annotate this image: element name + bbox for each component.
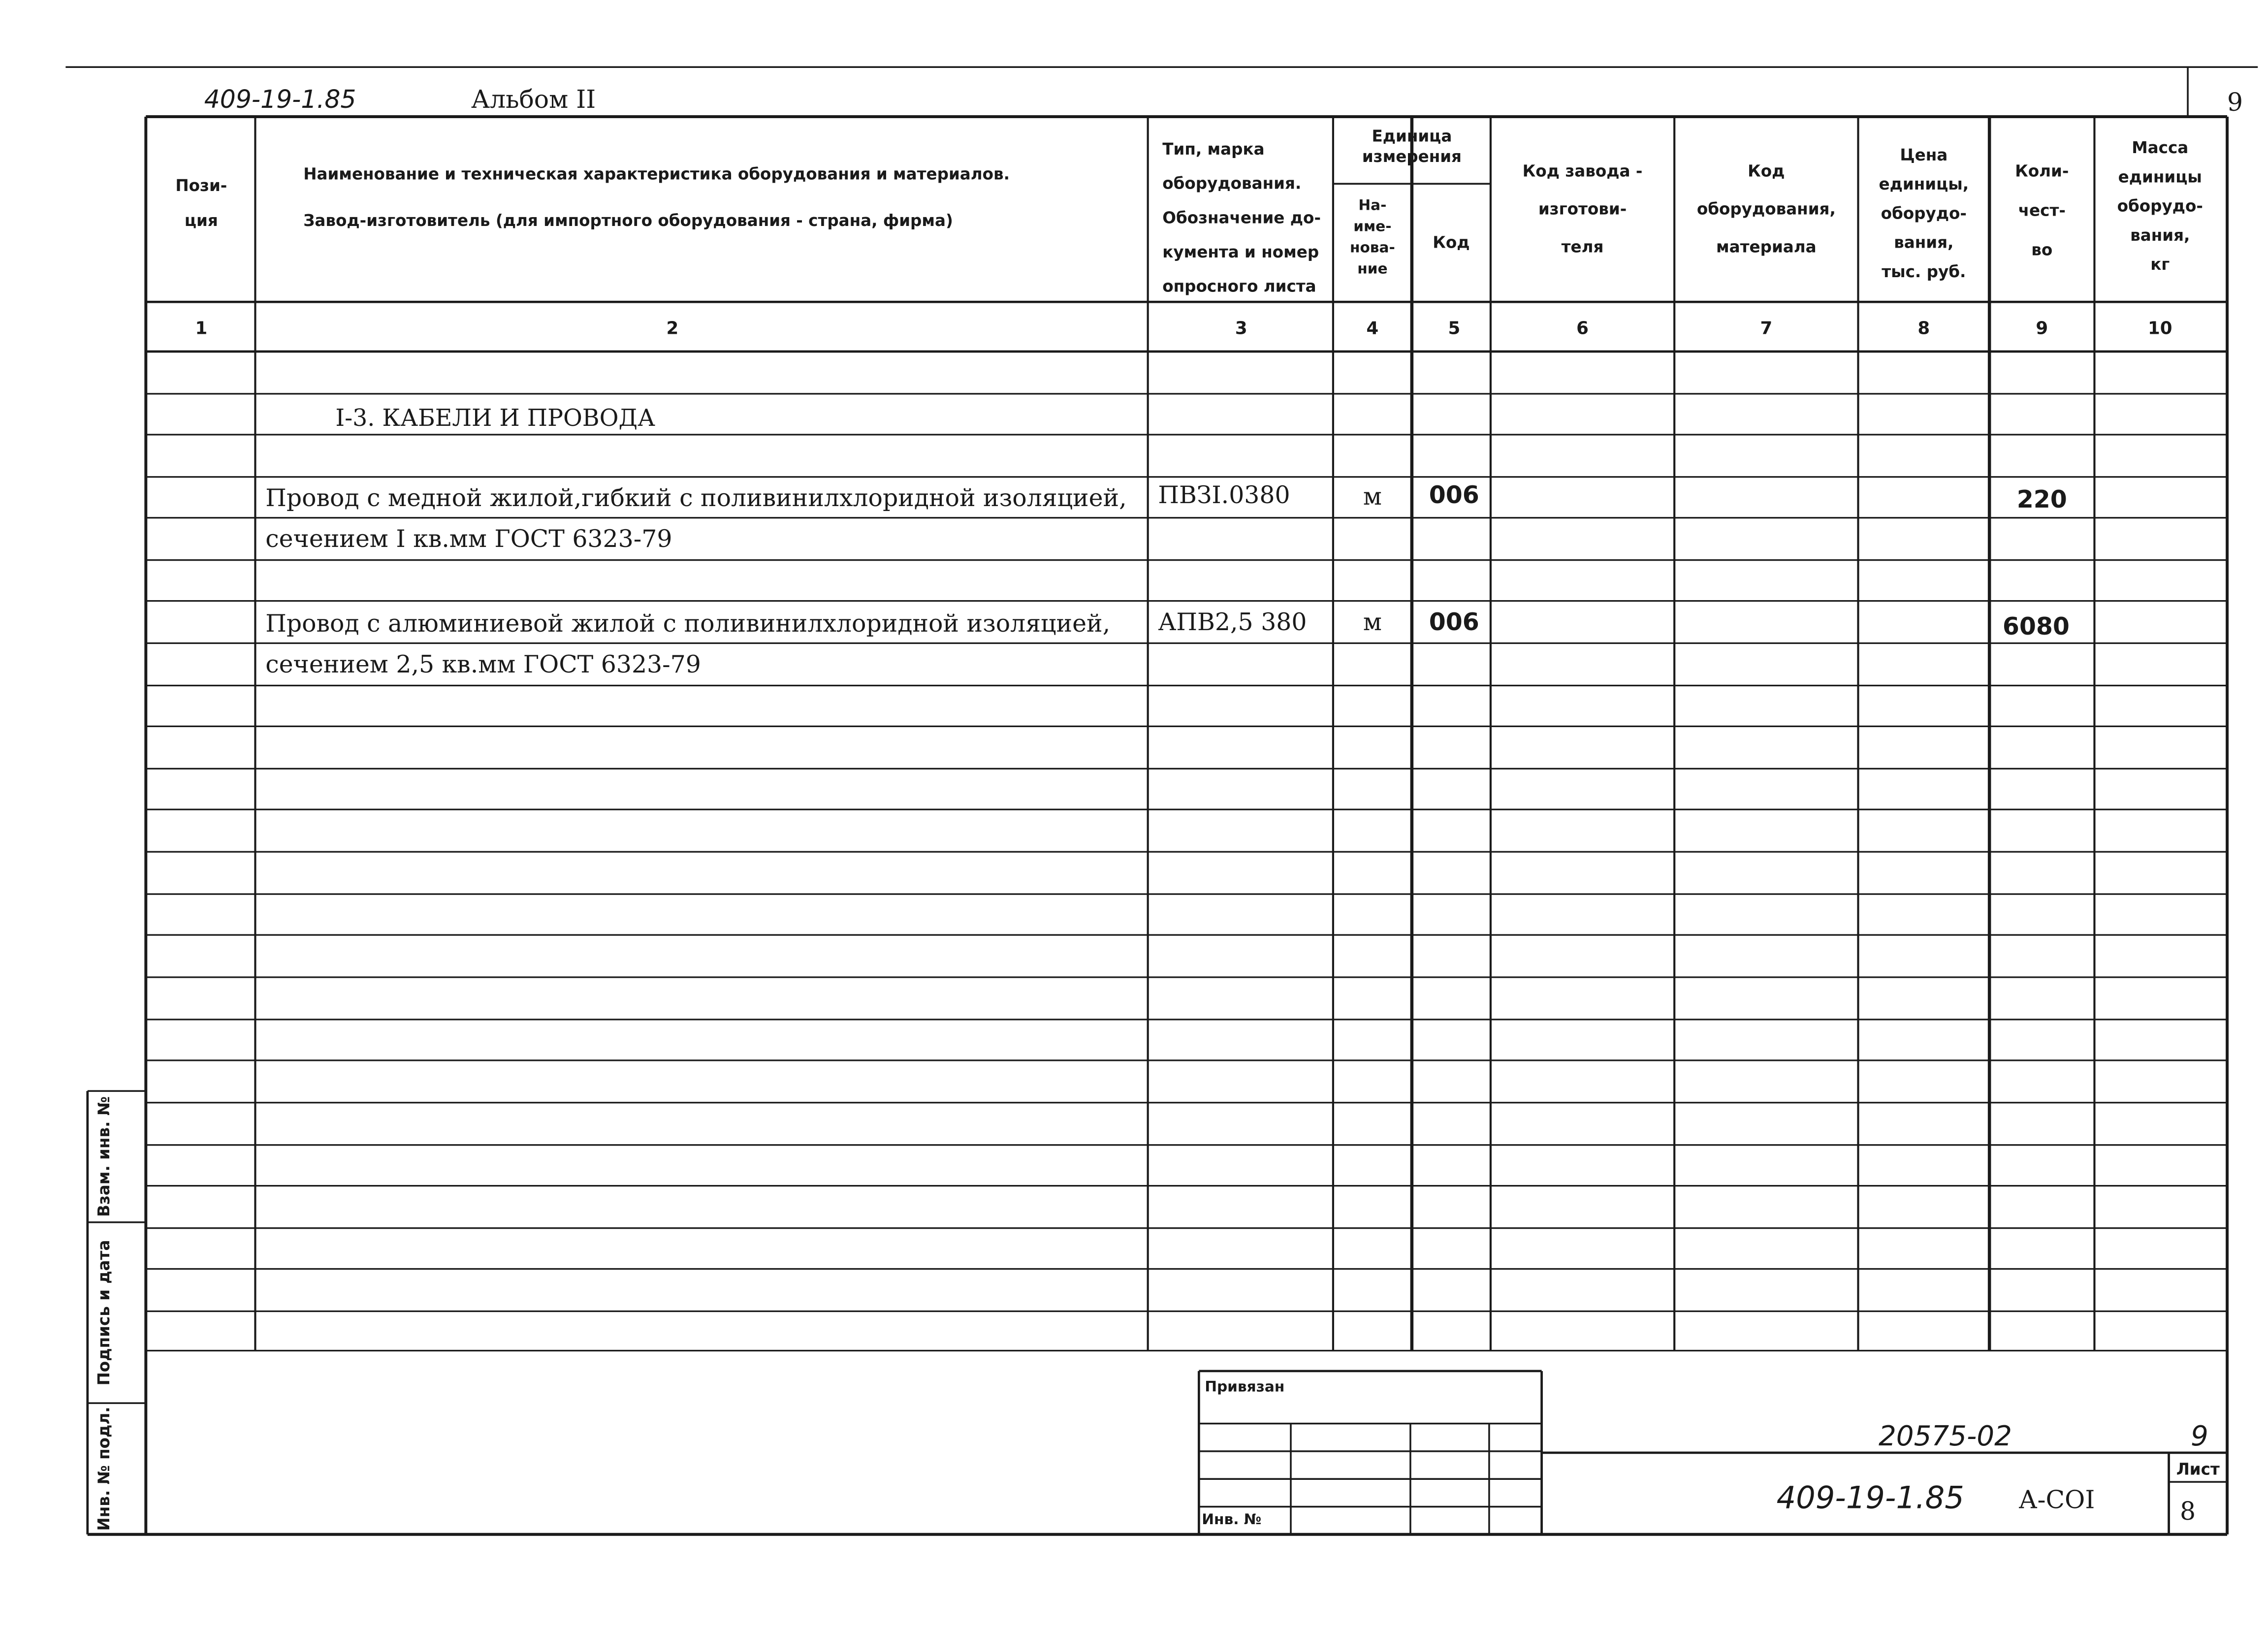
doc-code: 409-19-1.85 <box>204 85 356 114</box>
header-type: Обозначение до- <box>1162 208 1321 227</box>
page-number: 9 <box>2227 88 2243 117</box>
stamp-linked-label: Привязан <box>1205 1378 1285 1395</box>
header-price: Цена <box>1900 145 1948 164</box>
stamp-inventory-label: Инв. № <box>1202 1511 1262 1528</box>
side-label-replacement: Взам. инв. № <box>95 1096 114 1217</box>
header-unit-name: ние <box>1357 260 1388 277</box>
sheet-number: 8 <box>2180 1497 2196 1526</box>
item-name-line: сечением I кв.мм ГОСТ 6323-79 <box>265 525 672 553</box>
header-quantity: чест- <box>2018 201 2066 220</box>
header-unit-name: На- <box>1358 196 1387 214</box>
stamp-doc-code: 409-19-1.85 <box>1776 1479 1964 1516</box>
item-quantity: 220 <box>2016 485 2067 514</box>
item-type: АПВ2,5 380 <box>1158 608 1307 636</box>
header-type: оборудования. <box>1162 174 1302 193</box>
header-quantity: Коли- <box>2015 161 2069 181</box>
item-unit: м <box>1363 608 1382 636</box>
header-price: вания, <box>1894 233 1954 252</box>
sheet-code: А-COI <box>2018 1485 2095 1514</box>
item-quantity: 6080 <box>2002 612 2070 640</box>
column-number: 9 <box>2036 318 2048 339</box>
column-number: 3 <box>1235 318 1247 339</box>
header-factory-code: теля <box>1561 237 1604 256</box>
side-label-original: Инв. № подл. <box>95 1407 114 1531</box>
order-number: 20575-02 <box>1878 1420 2012 1453</box>
item-unit-code: 006 <box>1429 481 1479 510</box>
section-title: I-3. КАБЕЛИ И ПРОВОДА <box>335 405 655 432</box>
header-unit-name: нова- <box>1349 239 1395 256</box>
header-mass: кг <box>2150 255 2170 274</box>
header-quantity: во <box>2031 240 2053 259</box>
header-mass: Масса <box>2132 138 2189 158</box>
item-name-line: Провод с алюминиевой жилой с поливинилхлоридной изоляцией, <box>265 609 1111 638</box>
header-unit-code: Код <box>1433 233 1470 252</box>
header-mass: оборудо- <box>2117 196 2203 216</box>
header-name: Наименование и техническая характеристика оборудования и материалов. <box>303 164 1010 184</box>
header-mass: вания, <box>2130 225 2190 245</box>
header-type: кумента и номер <box>1162 242 1319 261</box>
header-position: Пози- <box>175 176 227 195</box>
album-label: Альбом II <box>471 85 596 114</box>
column-number: 7 <box>1760 318 1773 339</box>
item-name-line: сечением 2,5 кв.мм ГОСТ 6323-79 <box>265 650 701 678</box>
column-number: 1 <box>195 318 208 339</box>
item-type: ПВЗI.0380 <box>1158 481 1290 510</box>
sheet-label: Лист <box>2176 1460 2220 1479</box>
header-unit-name: име- <box>1353 218 1392 235</box>
item-unit: м <box>1363 482 1382 511</box>
header-factory-code: изготови- <box>1538 199 1627 219</box>
header-type: Тип, марка <box>1162 140 1265 159</box>
header-equipment-code: Код <box>1748 161 1785 181</box>
item-unit-code: 006 <box>1429 608 1479 636</box>
column-number: 8 <box>1917 318 1930 339</box>
header-unit: измерения <box>1362 147 1462 166</box>
sheet-total: 9 <box>2190 1420 2208 1453</box>
header-equipment-code: оборудования, <box>1696 199 1836 219</box>
header-position: ция <box>184 211 218 230</box>
side-label-signature: Подпись и дата <box>95 1240 114 1386</box>
column-number: 2 <box>666 318 679 339</box>
header-price: оборудо- <box>1881 204 1967 223</box>
column-number: 10 <box>2148 318 2172 339</box>
column-number: 4 <box>1366 318 1379 339</box>
header-factory-code: Код завода - <box>1522 161 1643 181</box>
column-number: 6 <box>1576 318 1589 339</box>
header-mass: единицы <box>2118 167 2202 187</box>
header-type: опросного листа <box>1162 277 1316 296</box>
header-equipment-code: материала <box>1716 237 1817 256</box>
header-unit: Единица <box>1372 127 1452 146</box>
item-name-line: Провод с медной жилой,гибкий с поливинилхлоридной изоляцией, <box>265 484 1127 512</box>
header-price: единицы, <box>1879 175 1969 194</box>
header-name: Завод-изготовитель (для импортного оборудования - страна, фирма) <box>303 211 953 230</box>
column-number: 5 <box>1448 318 1461 339</box>
header-price: тыс. руб. <box>1882 262 1966 281</box>
